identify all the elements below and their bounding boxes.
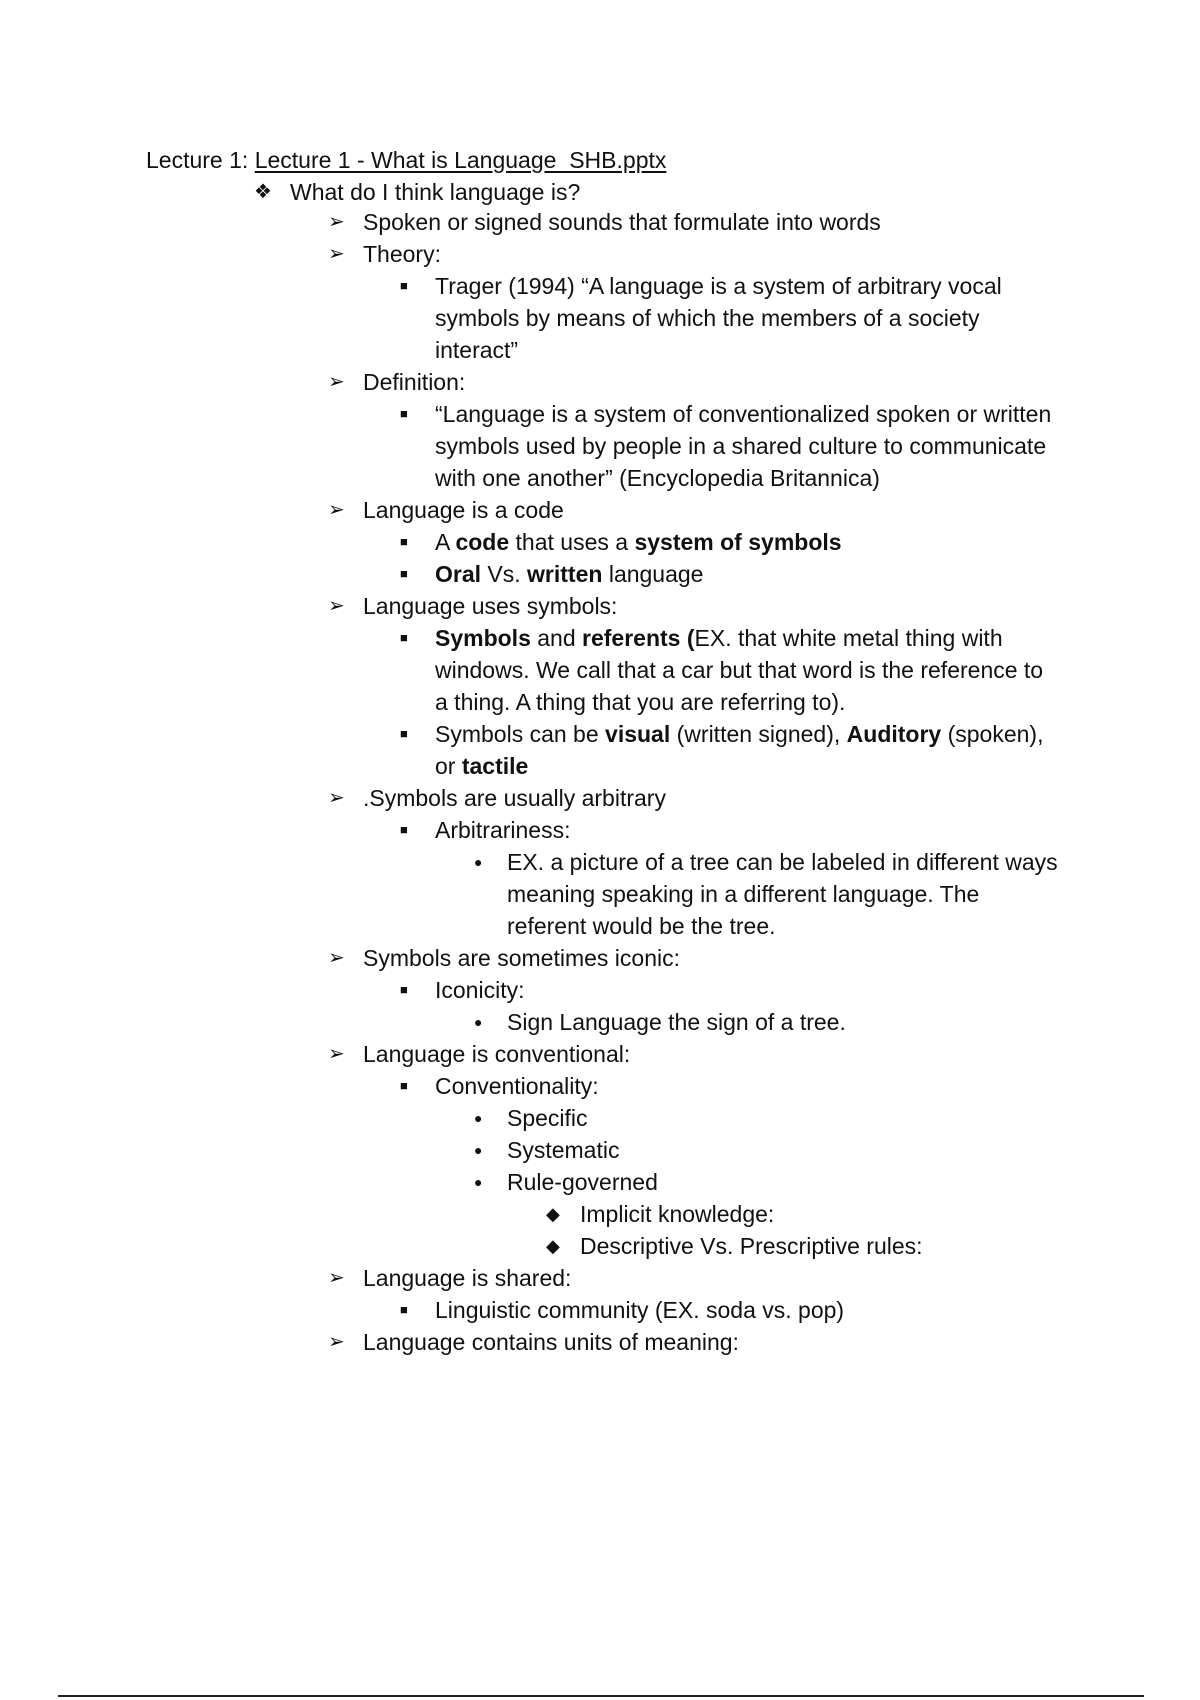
rule-descriptive-prescriptive: Descriptive Vs. Prescriptive rules:: [580, 1233, 923, 1259]
arrowhead-bullet-icon: ➢: [328, 947, 345, 969]
arbitrariness-label: Arbitrariness:: [435, 817, 571, 843]
arrowhead-bullet-icon: ➢: [328, 243, 345, 265]
arbitrariness-example-line-2: meaning speaking in a different language. The: [507, 881, 980, 907]
diamond-bullet-icon: ◆: [546, 1204, 560, 1224]
square-bullet-icon: ■: [400, 1078, 408, 1093]
conventionality-label: Conventionality:: [435, 1073, 599, 1099]
iconicity-label: Iconicity:: [435, 977, 525, 1003]
square-bullet-icon: ■: [400, 982, 408, 997]
code-label: Language is a code: [363, 497, 564, 523]
diamond-bullet-icon: ◆: [546, 1236, 560, 1256]
shared-label: Language is shared:: [363, 1265, 572, 1291]
square-bullet-icon: ■: [400, 534, 408, 549]
symbols-referents-line-1: Symbols and referents (EX. that white metal thing with: [435, 625, 1003, 651]
symbols-referents-line-3: a thing. A thing that you are referring to).: [435, 689, 846, 715]
arbitrary-label: .Symbols are usually arbitrary: [363, 785, 666, 811]
conventionality-systematic: Systematic: [507, 1137, 620, 1163]
answer-spoken-signed: Spoken or signed sounds that formulate into words: [363, 209, 881, 235]
lecture-heading-prefix: Lecture 1:: [146, 147, 255, 173]
definition-line-1: “Language is a system of conventionalized spoken or written: [435, 401, 1052, 427]
round-bullet-icon: ●: [474, 854, 483, 870]
diamond-cluster-bullet-icon: ❖: [254, 181, 272, 203]
lecture-heading: [146, 146, 666, 174]
question-what-is-language: What do I think language is?: [290, 179, 581, 205]
theory-quote-line-2: symbols by means of which the members of a society: [435, 305, 980, 331]
symbol-modalities-line-2: or tactile: [435, 753, 529, 779]
round-bullet-icon: ●: [474, 1142, 483, 1158]
round-bullet-icon: ●: [474, 1110, 483, 1126]
definition-line-3: with one another” (Encyclopedia Britannica): [435, 465, 880, 491]
arrowhead-bullet-icon: ➢: [328, 499, 345, 521]
square-bullet-icon: ■: [400, 822, 408, 837]
symbol-modalities-line-1: Symbols can be visual (written signed), Auditory (spoken),: [435, 721, 1044, 747]
units-of-meaning-label: Language contains units of meaning:: [363, 1329, 739, 1355]
iconicity-example: Sign Language the sign of a tree.: [507, 1009, 846, 1035]
oral-vs-written: Oral Vs. written language: [435, 561, 704, 587]
arrowhead-bullet-icon: ➢: [328, 787, 345, 809]
lecture-file-link[interactable]: Lecture 1 - What is Language_SHB.pptx: [254, 147, 667, 173]
code-system-of-symbols: A code that uses a system of symbols: [435, 529, 842, 555]
definition-label: Definition:: [363, 369, 466, 395]
theory-quote-line-3: interact”: [435, 337, 519, 363]
arbitrariness-example-line-3: referent would be the tree.: [507, 913, 776, 939]
round-bullet-icon: ●: [474, 1174, 483, 1190]
arrowhead-bullet-icon: ➢: [328, 1043, 345, 1065]
arrowhead-bullet-icon: ➢: [328, 595, 345, 617]
square-bullet-icon: ■: [400, 566, 408, 581]
conventionality-specific: Specific: [507, 1105, 588, 1131]
symbols-label: Language uses symbols:: [363, 593, 618, 619]
definition-line-2: symbols used by people in a shared culture to communicate: [435, 433, 1047, 459]
conventionality-rule-governed: Rule-governed: [507, 1169, 658, 1195]
theory-quote-line-1: Trager (1994) “A language is a system of arbitrary vocal: [435, 273, 1002, 299]
iconic-label: Symbols are sometimes iconic:: [363, 945, 680, 971]
square-bullet-icon: ■: [400, 630, 408, 645]
theory-label: Theory:: [363, 241, 441, 267]
square-bullet-icon: ■: [400, 1302, 408, 1317]
arbitrariness-example-line-1: EX. a picture of a tree can be labeled in different ways: [507, 849, 1058, 875]
conventional-label: Language is conventional:: [363, 1041, 631, 1067]
symbols-referents-line-2: windows. We call that a car but that word is the reference to: [435, 657, 1044, 683]
arrowhead-bullet-icon: ➢: [328, 211, 345, 233]
linguistic-community-example: Linguistic community (EX. soda vs. pop): [435, 1297, 845, 1323]
round-bullet-icon: ●: [474, 1014, 483, 1030]
rule-implicit-knowledge: Implicit knowledge:: [580, 1201, 775, 1227]
arrowhead-bullet-icon: ➢: [328, 371, 345, 393]
square-bullet-icon: ■: [400, 278, 408, 293]
square-bullet-icon: ■: [400, 726, 408, 741]
square-bullet-icon: ■: [400, 406, 408, 421]
arrowhead-bullet-icon: ➢: [328, 1331, 345, 1353]
page-bottom-rule: [58, 1695, 1144, 1697]
arrowhead-bullet-icon: ➢: [328, 1267, 345, 1289]
